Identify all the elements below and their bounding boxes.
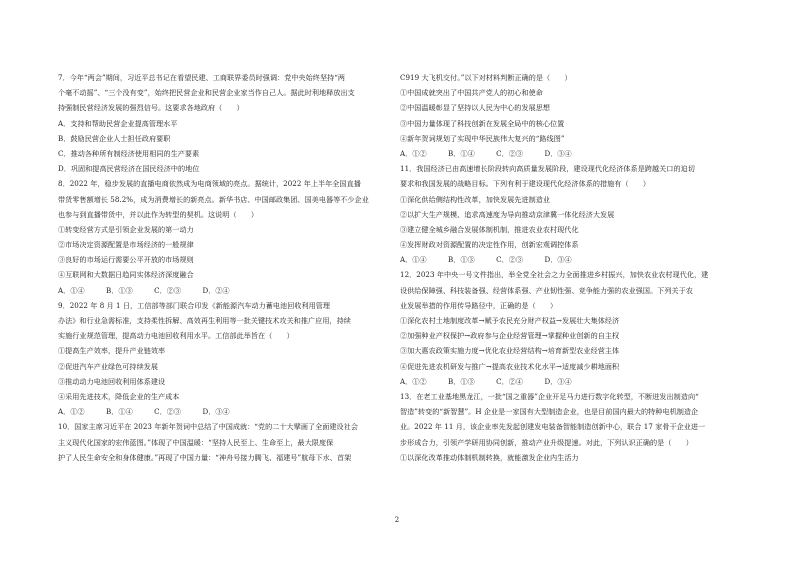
text-line: 也参与到直播带货中，并以此作为转型的契机。这说明（ ） bbox=[58, 209, 259, 219]
text-line: ③加大惠农政策实施力度→优化农业经营结构→培育新型农业经营主体 bbox=[400, 346, 620, 356]
text-line: 11．我国经济已由高速增长阶段转向高质量发展阶段，建设现代化经济体系是跨越关口的迫切 bbox=[400, 164, 695, 174]
text-line: ③中国力量体现了科技创新在发展全局中的核心位置 bbox=[400, 118, 565, 128]
text-line: 业发展举措的作用传导路径中，正确的是（ ） bbox=[400, 300, 558, 310]
text-line: ①提高生产效率，提升产业链效率 bbox=[58, 346, 166, 356]
text-line: 持强制民营经济发展的强烈信号。这要求各地政府（ ） bbox=[58, 103, 244, 113]
text-line: D．巩固和提高民营经济在国民经济中的地位 bbox=[58, 164, 200, 174]
text-line: ①以深化改革推动体制机制转换，就能激发企业内生活力 bbox=[400, 452, 579, 462]
text-line: ④新年贺词规划了实现中华民族伟大复兴的“路线图” bbox=[400, 133, 565, 143]
text-line: 办法》和行业急需标准，支持柔性拆解、高效再生利用等一批关键技术攻关和推广应用，持续 bbox=[58, 316, 351, 325]
text-line: A．支持和帮助民营企业提高管理水平 bbox=[58, 118, 178, 128]
text-line: A．①④ B．①③ C．②③ D．③④ bbox=[400, 255, 572, 265]
text-line: C919 大飞机交付。”以下对材料判断正确的是（ ） bbox=[400, 73, 572, 82]
text-line: 7．今年“两会”期间，习近平总书记在看望民建、工商联界委员时强调：党中央始终坚持“两 bbox=[58, 73, 346, 82]
text-line: ②市场决定资源配置是市场经济的一般规律 bbox=[58, 240, 194, 250]
text-line: 个毫不动摇”、“三个没有变”，始终把民营企业和民营企业家当作自己人。据此时利地释放出支 bbox=[58, 88, 355, 98]
text-line: C．推动各种所有制经济使用相同的生产要素 bbox=[58, 148, 200, 158]
text-line: ①深化供给侧结构性改革，加快发展先进制造业 bbox=[400, 194, 551, 204]
text-line: A．①④ B．①③ C．②③ D．②④ bbox=[58, 285, 230, 295]
text-line: ①深化农村土地制度改革→赋予农民充分财产权益→发展壮大集体经济 bbox=[400, 316, 620, 325]
text-line: ③良好的市场运行需要公平开放的市场规则 bbox=[58, 255, 194, 265]
text-line: 业。2022 年 11 月，该企业率先发起创建发电装备智能制造创新中心，联合 17 家骨干企业进一 bbox=[400, 422, 706, 432]
right-column bbox=[400, 70, 745, 465]
text-line: ②促进汽车产业绿色可持续发展 bbox=[58, 361, 159, 371]
text-line: 设供给保障强、科技装备强、经营体系强、产业韧性强、竞争能力强的农业强国。下列关于农 bbox=[400, 285, 693, 295]
text-line: ①中国成就突出了中国共产党人的初心和使命 bbox=[400, 88, 543, 98]
text-line: 10．国家主席习近平在 2023 年新年贺词中总结了中国成就：“党的二十大擘画了全面建设社会 bbox=[58, 422, 358, 432]
text-line: ④发挥财政对资源配置的决定性作用，创新宏观调控体系 bbox=[400, 240, 579, 250]
text-line: 实施行业规范管理，提高动力电池回收利用水平。工信部此举旨在（ ） bbox=[58, 331, 294, 341]
text-line: 9．2022 年 8 月 1 日，工信部等部门联合印发《新能源汽车动力蓄电池回收利用管理 bbox=[58, 300, 331, 310]
text-line: A．①② B．①④ C．②③ D．③④ bbox=[58, 407, 230, 417]
text-line: 智造”转变的“新智慧”。H 企业是一家国有大型制造企业，也是目前国内最大的特种电机制造企 bbox=[400, 407, 699, 417]
text-line: 步形成合力，引领产学研用协同创新，推动产业升级提速。对此，下列认识正确的是（ ） bbox=[400, 437, 693, 447]
text-line: 12．2023 年中央一号文件指出，举全党全社会之力全面推进乡村振兴，加快农业农村现代化，建 bbox=[400, 270, 709, 280]
text-line: ③建立健全城乡融合发展体制机制，推进农业农村现代化 bbox=[400, 224, 579, 234]
text-line: 要求和我国发展的战略目标。下列有利于建设现代化经济体系的措施有（ ） bbox=[400, 179, 651, 189]
text-line: ④互联网和大数据日趋同实体经济深度融合 bbox=[58, 270, 194, 280]
text-line: A．①② B．①④ C．②③ D．③④ bbox=[400, 148, 572, 158]
page-number: 2 bbox=[394, 516, 400, 524]
text-line: ②中国温暖彰显了坚持以人民为中心的发展思想 bbox=[400, 103, 551, 113]
text-line: ②以扩大生产规模、追求高速度为导向推动京津冀一体化经济大发展 bbox=[400, 209, 615, 219]
text-line: 护了人民生命安全和身体健康。”再现了中国力量：“神舟号接力腾飞、福建号”航母下水、首架 bbox=[58, 452, 352, 462]
text-line: 13．在老工业基地黑龙江，一批“国之重器”企业开足马力进行数字化转型，不断迸发出制造向“ bbox=[400, 391, 699, 401]
text-line: ①转变经营方式是引领企业发展的第一动力 bbox=[58, 224, 194, 234]
text-line: ③推动动力电池回收利用体系建设 bbox=[58, 376, 166, 386]
text-line: 带货零售额增长 58.2%，成为消费增长的新亮点。新华书店、中国邮政集团、国美电器等不少企业 bbox=[58, 194, 369, 204]
text-line: B．鼓励民营企业人士担任政府要职 bbox=[58, 133, 171, 143]
left-column bbox=[58, 70, 403, 465]
text-line: 8．2022 年，稳步发展的直播电商依然成为电商领域的亮点。据统计，2022 年上半年全国直播 bbox=[58, 179, 361, 189]
text-line: A．①② B．①③ C．②④ D．③④ bbox=[400, 376, 572, 386]
text-line: 主义现代化国家的宏伟蓝图。”体现了中国温暖：“坚持人民至上、生命至上，最大限度保 bbox=[58, 437, 334, 447]
text-line: ④采用先进技术，降低企业的生产成本 bbox=[58, 391, 180, 401]
text-line: ②加强种业产权保护→政府参与企业经营管理→掌握种业创新的自主权 bbox=[400, 331, 620, 341]
text-line: ④促进先进农机研发与推广→提高农业技术化水平→适度减少耕地面积 bbox=[400, 361, 620, 371]
